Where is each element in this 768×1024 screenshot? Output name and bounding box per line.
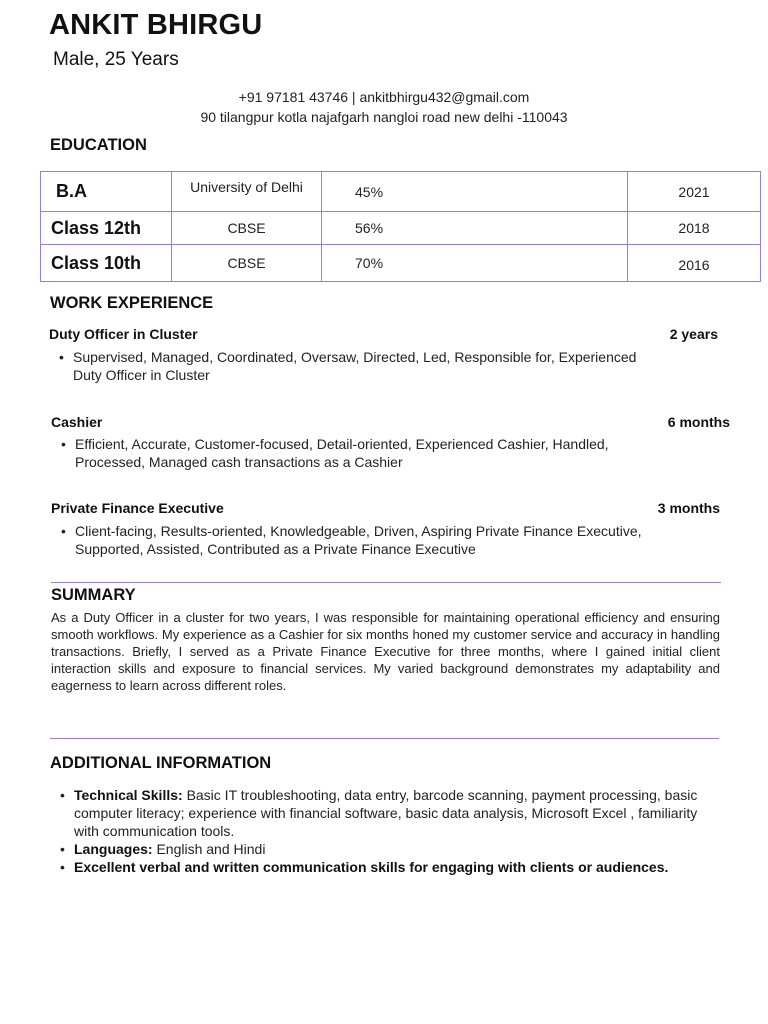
additional-list xyxy=(60,786,720,876)
education-percent: 70% xyxy=(322,245,628,282)
candidate-subtitle: Male, 25 Years xyxy=(53,49,179,70)
education-table xyxy=(40,171,761,282)
education-level: Class 12th xyxy=(41,212,172,245)
job-bullet-line: Supported, Assisted, Contributed as a Private Finance Executive xyxy=(75,541,476,557)
job-duration: 3 months xyxy=(657,500,720,516)
job-bullet-line: Efficient, Accurate, Customer-focused, Detail-oriented, Experienced Cashier, Handled, xyxy=(75,436,609,452)
contact-line: +91 97181 43746 | ankitbhirgu432@gmail.com xyxy=(238,89,530,105)
languages-text: English and Hindi xyxy=(156,841,266,857)
education-row xyxy=(41,172,761,212)
job-duration: 6 months xyxy=(667,414,730,430)
bullet-dot: • xyxy=(60,841,65,857)
education-level: Class 10th xyxy=(41,245,172,282)
section-divider xyxy=(51,582,721,583)
technical-skills-text: Basic IT troubleshooting, data entry, barcode scanning, payment processing, basic computer literacy; experience with financial software, basic data analysis, Microsoft Excel , familiarity with communication tools. xyxy=(74,787,698,839)
education-institution: CBSE xyxy=(172,212,322,245)
job-bullet xyxy=(61,522,735,558)
bullet-dot: • xyxy=(59,349,64,365)
job-title: Private Finance Executive xyxy=(51,500,224,516)
education-year: 2021 xyxy=(628,172,761,212)
languages-label: Languages: xyxy=(74,841,153,857)
work-heading: WORK EXPERIENCE xyxy=(50,294,214,312)
list-item xyxy=(60,858,720,876)
education-institution: CBSE xyxy=(172,245,322,282)
education-percent: 45% xyxy=(322,172,628,212)
education-year: 2018 xyxy=(628,212,761,245)
education-row xyxy=(41,245,761,282)
job-bullet-line: Duty Officer in Cluster xyxy=(73,367,210,383)
education-institution: University of Delhi xyxy=(172,172,322,212)
summary-paragraph: As a Duty Officer in a cluster for two years, I was responsible for maintaining operational efficiency and ensuring smooth workflows. My experience as a Cashier for six months honed my customer service and accuracy in handling transactions. Briefly, I served as a Private Finance Executive for three months, where I gained initial client interaction skills and exposure to financial services. My varied background demonstrates my adaptability and eagerness to learn across different roles. xyxy=(51,610,720,693)
bullet-dot: • xyxy=(60,787,65,803)
education-percent: 56% xyxy=(322,212,628,245)
list-item xyxy=(60,840,720,858)
candidate-name: ANKIT BHIRGU xyxy=(49,9,263,41)
summary-heading: SUMMARY xyxy=(51,586,136,604)
job-title: Duty Officer in Cluster xyxy=(49,326,198,342)
education-heading: EDUCATION xyxy=(50,136,147,154)
bullet-dot: • xyxy=(61,436,66,452)
bullet-dot: • xyxy=(60,859,65,875)
job-title: Cashier xyxy=(51,414,103,430)
communication-skills: Excellent verbal and written communication skills for engaging with clients or audiences. xyxy=(74,859,669,875)
bullet-dot: • xyxy=(61,523,66,539)
job-bullet xyxy=(61,435,725,471)
job-bullet xyxy=(59,348,723,384)
technical-skills-label: Technical Skills: xyxy=(74,787,183,803)
list-item xyxy=(60,786,720,840)
education-row xyxy=(41,212,761,245)
job-bullet-line: Client-facing, Results-oriented, Knowledgeable, Driven, Aspiring Private Finance Executive, xyxy=(75,523,642,539)
job-bullet-line: Supervised, Managed, Coordinated, Oversaw, Directed, Led, Responsible for, Experienced xyxy=(73,349,637,365)
job-duration: 2 years xyxy=(669,326,718,342)
education-year: 2016 xyxy=(628,245,761,282)
section-divider xyxy=(50,738,719,739)
education-level: B.A xyxy=(41,172,172,212)
job-bullet-line: Processed, Managed cash transactions as a Cashier xyxy=(75,454,403,470)
address-line: 90 tilangpur kotla najafgarh nangloi road new delhi -110043 xyxy=(200,109,568,125)
additional-heading: ADDITIONAL INFORMATION xyxy=(50,754,272,772)
